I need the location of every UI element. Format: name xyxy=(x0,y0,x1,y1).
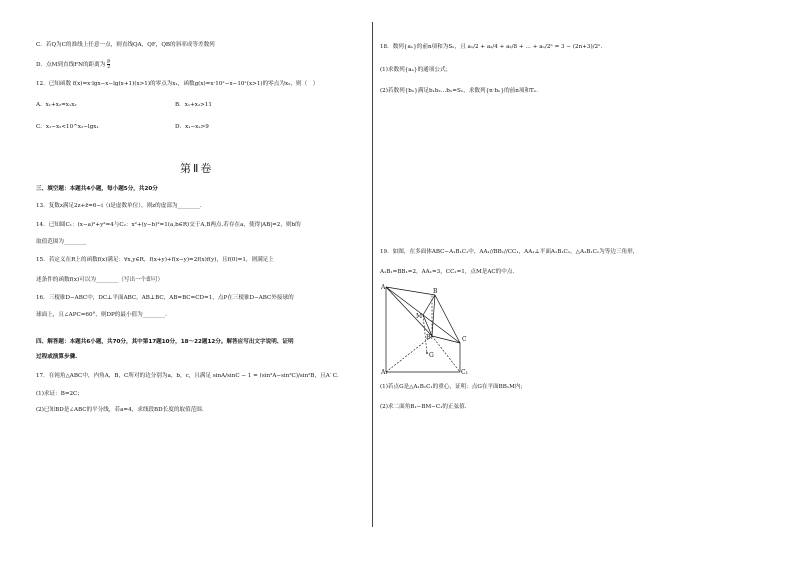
q15-line-1: 15．若定义在R上的函数f(x)满足：∀x,y∈R，f(x+y)+f(x−y)=2f(x)f(y)，且f(0)=1，则满足上 xyxy=(36,257,274,263)
q18-stem: 18．数列{aₙ}的前n项和为Sₙ，且 a₁/2 + a₂/4 + a₃/8 + … + aₙ/2ⁿ = 3 − (2n+3)/2ⁿ. xyxy=(380,44,603,50)
q19-part-2: (2)求二面角B₁−BM−C₁的正弦值. xyxy=(380,404,467,410)
q12-option-b: B．x₁+x₂>11 xyxy=(175,102,212,108)
q16-line-1: 16．三棱锥D−ABC中，DC⊥平面ABC，AB⊥BC，AB=BC=CD=1，点P在三棱锥D−ABC外接球的 xyxy=(36,295,294,301)
q17-part-1: (1)求证：B=2C； xyxy=(36,391,83,397)
section-four-header: 四、解答题：本题共6小题，共70分，其中第17题10分，18～22题12分。解答应写出文字说明、证明 xyxy=(36,339,294,345)
label-M: M xyxy=(416,313,423,320)
q19-part-1: (1)若点G是△A₁B₁C₁的重心，证明：点G在平面BB₁M内； xyxy=(380,384,527,390)
q18-part-2: (2)若数列{bₙ}满足b₁b₂…bₙ=Sₙ，求数列{n·bₙ}的前n项和Tₙ. xyxy=(380,88,538,94)
q17-part-2: (2)已知BD是∠ABC的平分线，若a=4，求线段BD长度的取值范围. xyxy=(36,407,204,413)
q15-line-2: 述条件的函数f(x)可以为________（写出一个即可） xyxy=(36,277,164,283)
q11-option-d xyxy=(36,59,110,70)
label-C: C xyxy=(462,336,467,343)
label-B: B xyxy=(433,288,438,295)
q11-option-d-text: D．点M到直线FN的距离为 xyxy=(36,62,106,68)
label-A: A xyxy=(381,284,386,291)
part-two-title: 第Ⅱ卷 xyxy=(180,162,214,175)
label-C1: C₁ xyxy=(461,369,468,375)
q12-option-a: A．x₁+x₂=x₁x₂ xyxy=(36,102,77,108)
q11-option-d-fraction xyxy=(107,59,110,70)
q12-option-c: C．x₁−x₂<10^x₂−lgx₁ xyxy=(36,124,99,130)
q19-line-2: A₁B₁=BB₁=2，AA₁=3，CC₁=1，点M是AC的中点. xyxy=(380,269,515,275)
q17-stem: 17．在钝角△ABC中，内角A，B，C所对的边分别为a，b，c，且满足 sinA/sinC − 1 = (sin²A−sin²C)/sin²B，且A′ C. xyxy=(36,373,339,379)
q18-part-1: (1)求数列{aₙ}的通项公式； xyxy=(380,67,452,73)
label-B1: B₁ xyxy=(426,334,433,341)
label-A1: A₁ xyxy=(381,369,388,375)
q14-line-2: 取值范围为________ xyxy=(36,239,87,245)
q11-option-c: C．若Q为C的准线上任意一点，则直线QA，QF，QB的斜率成等差数列 xyxy=(36,42,215,48)
fraction-denominator: 2 xyxy=(107,64,111,70)
column-divider xyxy=(372,22,373,527)
q16-line-2: 球面上，且∠APC=60°，则DP的最小值为________. xyxy=(36,312,167,318)
polyhedron-figure xyxy=(380,281,480,375)
section-three-header: 三、填空题：本题共4小题，每小题5分，共20分 xyxy=(36,186,158,192)
label-G: G xyxy=(429,352,434,359)
q12-stem: 12．已知函数 f(x)=x·lgx−x−lg(x+1)(x>1)的零点为x₁，函数g(x)=x·10ˣ−x−10ˣ(x>1)的零点为x₂，则（ ） xyxy=(36,81,319,87)
q12-option-d: D．x₁−x₂>9 xyxy=(175,124,209,130)
section-four-header-cont: 过程或演算步骤. xyxy=(36,354,78,360)
q13: 13．复数z满足2z+z̄=6−i（i是虚数单位），则z的虚部为________. xyxy=(36,203,202,209)
q19-line-1: 19．如图，在多面体ABC−A₁B₁C₁中，AA₁//BB₁//CC₁，AA₁⊥平面A₁B₁C₁，△A₁B₁C₁为等边三角形， xyxy=(380,249,639,255)
q14-line-1: 14．已知圆C₁：(x−a)²+y²=4与C₂：x²+(y−b)²=1(a,b∈R)交于A,B两点.若存在a，使得|AB|=2，则b的 xyxy=(36,222,301,228)
fraction-numerator: p xyxy=(107,58,111,64)
